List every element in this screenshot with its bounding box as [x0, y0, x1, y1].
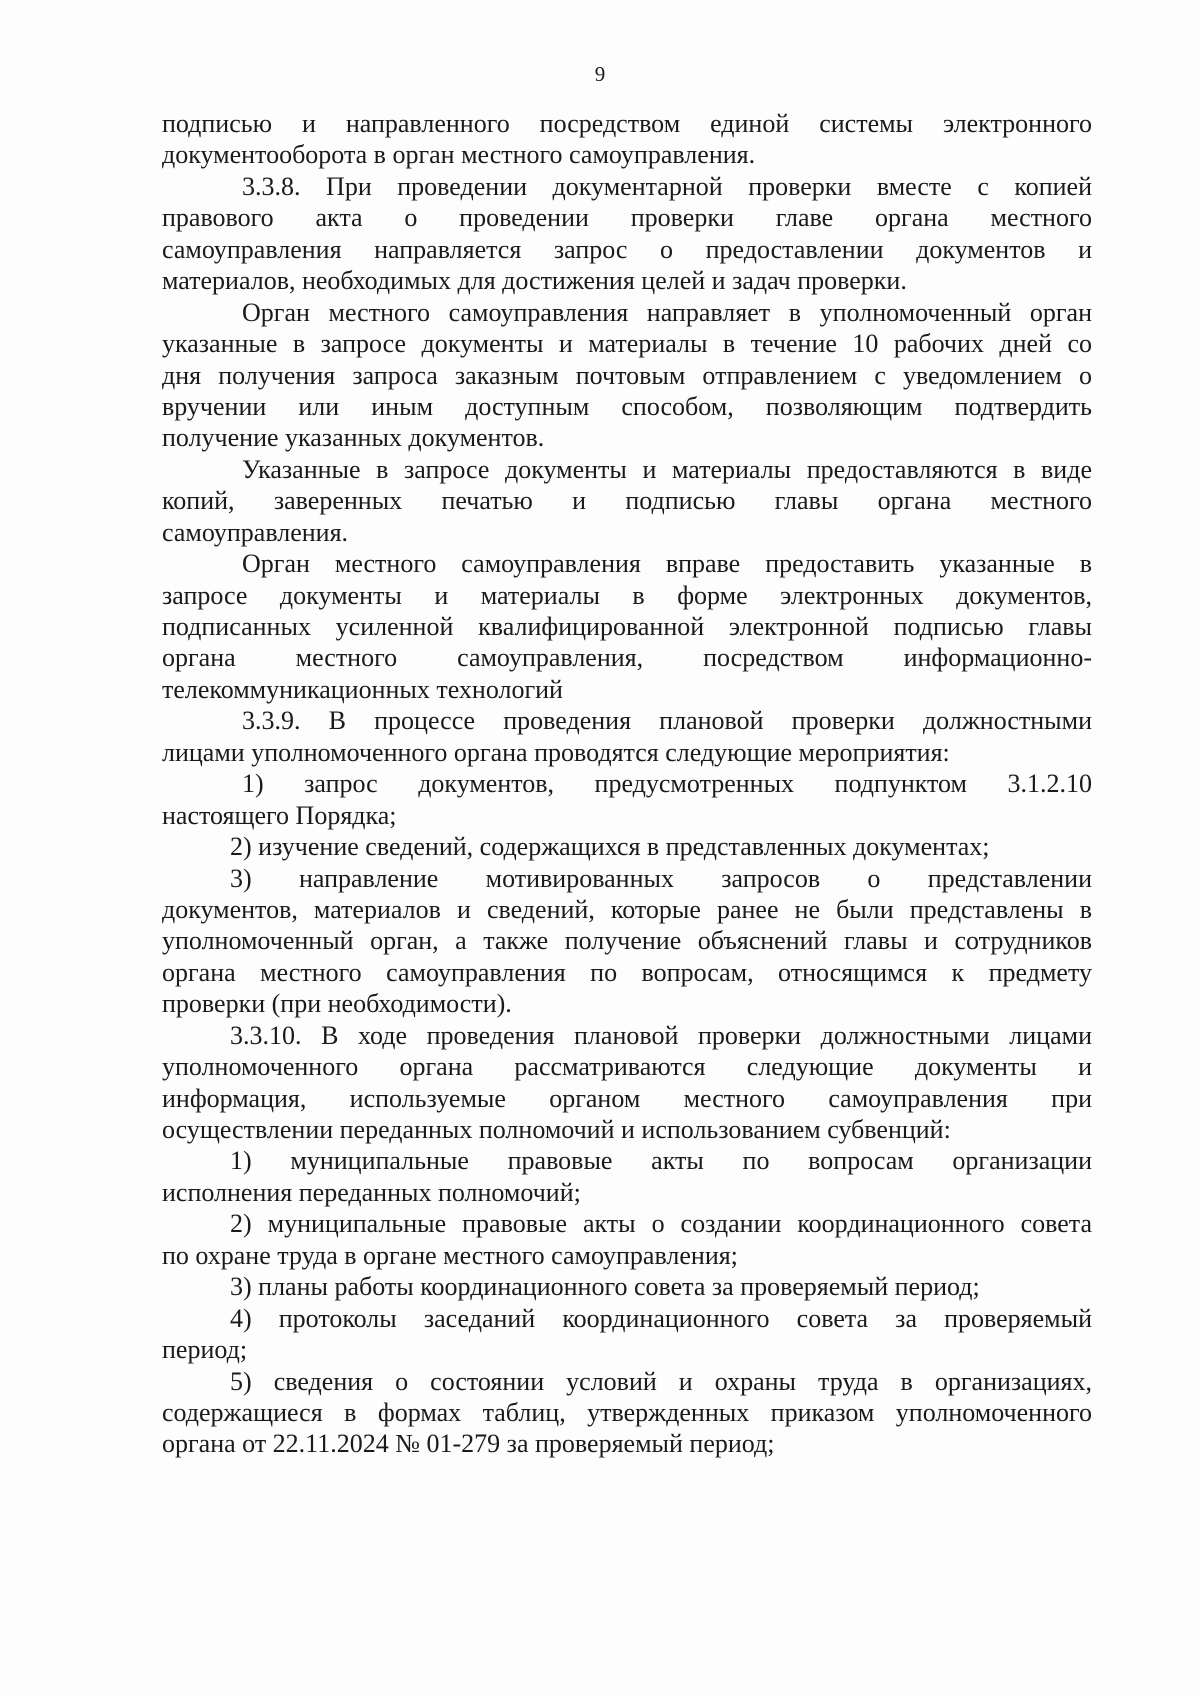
text-line: органа местного самоуправления, посредством информационно- — [162, 643, 1092, 673]
text-line: уполномоченный орган, а также получение объяснений главы и сотрудников — [162, 926, 1092, 956]
text-line: самоуправления. — [162, 517, 349, 547]
text-line: лицами уполномоченного органа проводятся следующие мероприятия: — [162, 737, 950, 767]
text-line: осуществлении переданных полномочий и использованием субвенций: — [162, 1115, 951, 1144]
text-line: 2) муниципальные правовые акты о создании координационного совета — [230, 1209, 1092, 1239]
text-line: получение указанных документов. — [162, 423, 545, 453]
text-line: 3.3.9. В процессе проведения плановой проверки должностными — [242, 706, 1092, 736]
text-line: вручении или иным доступным способом, позволяющим подтвердить — [162, 391, 1092, 421]
page-number: 9 — [594, 62, 606, 86]
document-body — [162, 108, 1092, 1460]
text-line: органа местного самоуправления по вопросам, относящимся к предмету — [162, 957, 1092, 987]
text-line: 3.3.8. При проведении документарной проверки вместе с копией — [242, 171, 1092, 201]
text-line: 3.3.10. В ходе проведения плановой проверки должностными лицами — [230, 1020, 1092, 1050]
text-line: 3) направление мотивированных запросов о представлении — [230, 863, 1092, 893]
text-line: запросе документы и материалы в форме электронных документов, — [162, 580, 1092, 610]
text-line: документов, материалов и сведений, которые ранее не были представлены в — [162, 894, 1092, 924]
text-line: самоуправления направляется запрос о предоставлении документов и — [162, 234, 1092, 264]
text-line: информация, используемые органом местного самоуправления при — [162, 1083, 1092, 1113]
text-line: 5) сведения о состоянии условий и охраны труда в организациях, — [230, 1366, 1092, 1396]
text-line: документооборота в орган местного самоуправления. — [162, 140, 756, 170]
text-line: уполномоченного органа рассматриваются следующие документы и — [162, 1052, 1092, 1082]
text-line: 3) планы работы координационного совета за проверяемый период; — [230, 1272, 980, 1302]
text-line: 1) муниципальные правовые акты по вопросам организации — [230, 1146, 1092, 1176]
text-line: дня получения запроса заказным почтовым отправлением с уведомлением о — [162, 360, 1092, 390]
text-line: правового акта о проведении проверки главе органа местного — [162, 203, 1092, 233]
text-line: указанные в запросе документы и материалы в течение 10 рабочих дней со — [162, 329, 1092, 359]
text-line: телекоммуникационных технологий — [162, 674, 563, 704]
text-line: Орган местного самоуправления вправе предоставить указанные в — [242, 549, 1092, 579]
text-line: по охране труда в органе местного самоуправления; — [162, 1240, 738, 1270]
text-line: проверки (при необходимости). — [162, 989, 512, 1019]
text-line: подписью и направленного посредством единой системы электронного — [162, 109, 1092, 138]
text-line: исполнения переданных полномочий; — [162, 1177, 581, 1207]
text-line: 4) протоколы заседаний координационного совета за проверяемый — [230, 1303, 1092, 1333]
text-line: копий, заверенных печатью и подписью главы органа местного — [162, 486, 1092, 516]
text-line: Указанные в запросе документы и материалы предоставляются в виде — [242, 454, 1092, 484]
text-line: органа от 22.11.2024 № 01-279 за проверяемый период; — [162, 1429, 775, 1459]
text-line: период; — [162, 1335, 248, 1365]
text-line: материалов, необходимых для достижения целей и задач проверки. — [162, 266, 907, 296]
text-line: Орган местного самоуправления направляет в уполномоченный орган — [242, 297, 1092, 327]
text-line: содержащиеся в формах таблиц, утвержденных приказом уполномоченного — [162, 1397, 1092, 1427]
text-line: 2) изучение сведений, содержащихся в представленных документах; — [230, 832, 990, 862]
text-line: подписанных усиленной квалифицированной электронной подписью главы — [162, 612, 1092, 641]
text-line: 1) запрос документов, предусмотренных подпунктом 3.1.2.10 — [242, 769, 1092, 799]
text-line: настоящего Порядка; — [162, 800, 397, 830]
